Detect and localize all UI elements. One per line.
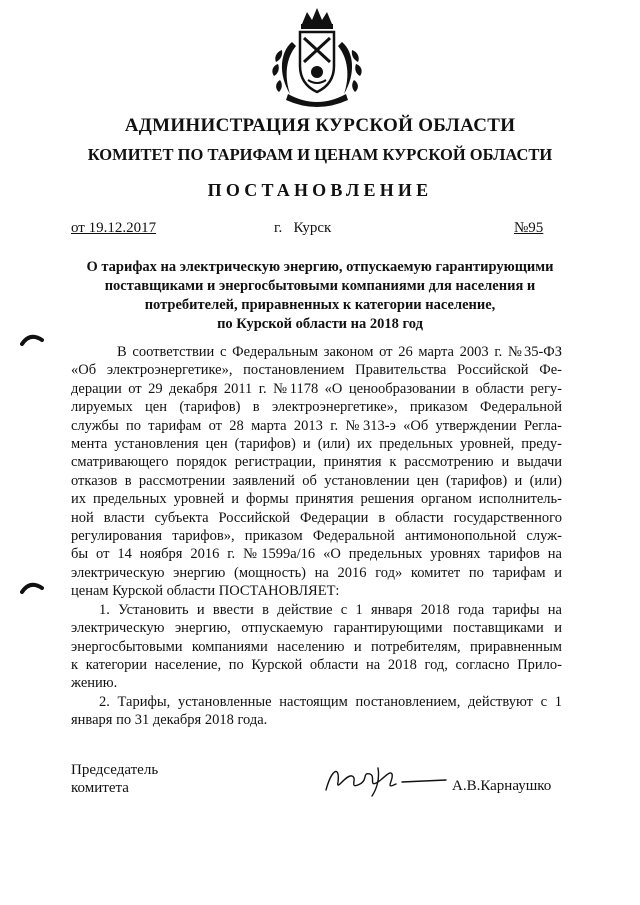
signatory-name: А.В.Карнаушко <box>452 778 552 794</box>
signatory-position <box>71 761 158 797</box>
handwritten-signature <box>318 760 448 800</box>
body-line: бы от 14 ноября 2016 г. №1599а/16 «О предельных уровнях тарифов на <box>71 546 562 563</box>
coat-of-arms-emblem <box>262 2 372 112</box>
subject-line: по Курской области на 2018 год <box>217 316 423 332</box>
subject-line: О тарифах на электрическую энергию, отпускаемую гарантирующими <box>86 259 554 275</box>
body-line: жению. <box>71 675 118 692</box>
body-line: электрическую энергию (мощность) на 2016 год» комитет по тарифам и <box>71 564 562 581</box>
organization-title: АДМИНИСТРАЦИЯ КУРСКОЙ ОБЛАСТИ <box>124 115 516 136</box>
margin-mark <box>20 330 44 346</box>
committee-title: КОМИТЕТ ПО ТАРИФАМ И ЦЕНАМ КУРСКОЙ ОБЛАСТИ <box>87 145 553 164</box>
body-line: электрическую энергию, отпускаемую гарантирующими поставщиками и <box>71 620 562 637</box>
body-line: В соответствии с Федеральным законом от 26 марта 2003 г. №35-ФЗ <box>117 344 562 360</box>
position-line: Председатель <box>71 762 159 778</box>
body-line: дерации от 29 декабря 2011 г. №1178 «О ценообразовании в области регу- <box>71 380 562 397</box>
document-type-title: ПОСТАНОВЛЕНИЕ <box>207 180 433 200</box>
document-body <box>71 343 562 730</box>
body-line: лируемых цен (тарифов) в электроэнергетике», приказом Федеральной <box>71 399 562 416</box>
body-line: мента установления цен (тарифов) и (или) их предельных уровней, преду- <box>71 436 562 453</box>
body-line: 1. Установить и ввести в действие с 1 января 2018 года тарифы на <box>99 601 562 618</box>
margin-mark <box>20 578 44 594</box>
body-line: регулирования тарифов», приказом Федеральной антимонопольной служ- <box>71 528 562 545</box>
body-line: января по 31 декабря 2018 года. <box>71 712 268 729</box>
body-line: ной власти субъекта Российской Федерации в области государственного <box>71 509 562 526</box>
document-number: №95 <box>514 220 544 236</box>
body-line: сматривающего порядок регистрации, принятия к рассмотрению и выдачи <box>71 454 562 471</box>
body-line: их предельных уровней и формы принятия решения органом исполнитель- <box>71 491 562 508</box>
body-line: «Об электроэнергетике», постановлением Правительства Российской Фе- <box>71 362 562 379</box>
body-line: ценам Курской области ПОСТАНОВЛЯЕТ: <box>71 583 340 600</box>
document-subject <box>60 258 580 334</box>
body-line: отказов в рассмотрении заявлений об установлении цен (тарифов) и (или) <box>71 472 562 489</box>
body-line: 2. Тарифы, установленные настоящим постановлением, действуют с 1 <box>99 693 562 710</box>
subject-line: потребителей, приравненных к категории население, <box>144 297 496 313</box>
document-date: от 19.12.2017 <box>71 220 157 236</box>
document-city: г. Курск <box>274 220 332 236</box>
subject-line: поставщиками и энергосбытовыми компаниями для населения и <box>104 278 536 294</box>
body-line: службы по тарифам от 28 марта 2013 г. №313-э «Об утверждении Регла- <box>71 417 562 434</box>
body-line: к категории население, по Курской области на 2018 год, согласно Прило- <box>71 656 562 673</box>
position-line: комитета <box>71 780 129 796</box>
body-line: энергосбытовыми компаниями населению и потребителям, приравненным <box>71 638 562 655</box>
